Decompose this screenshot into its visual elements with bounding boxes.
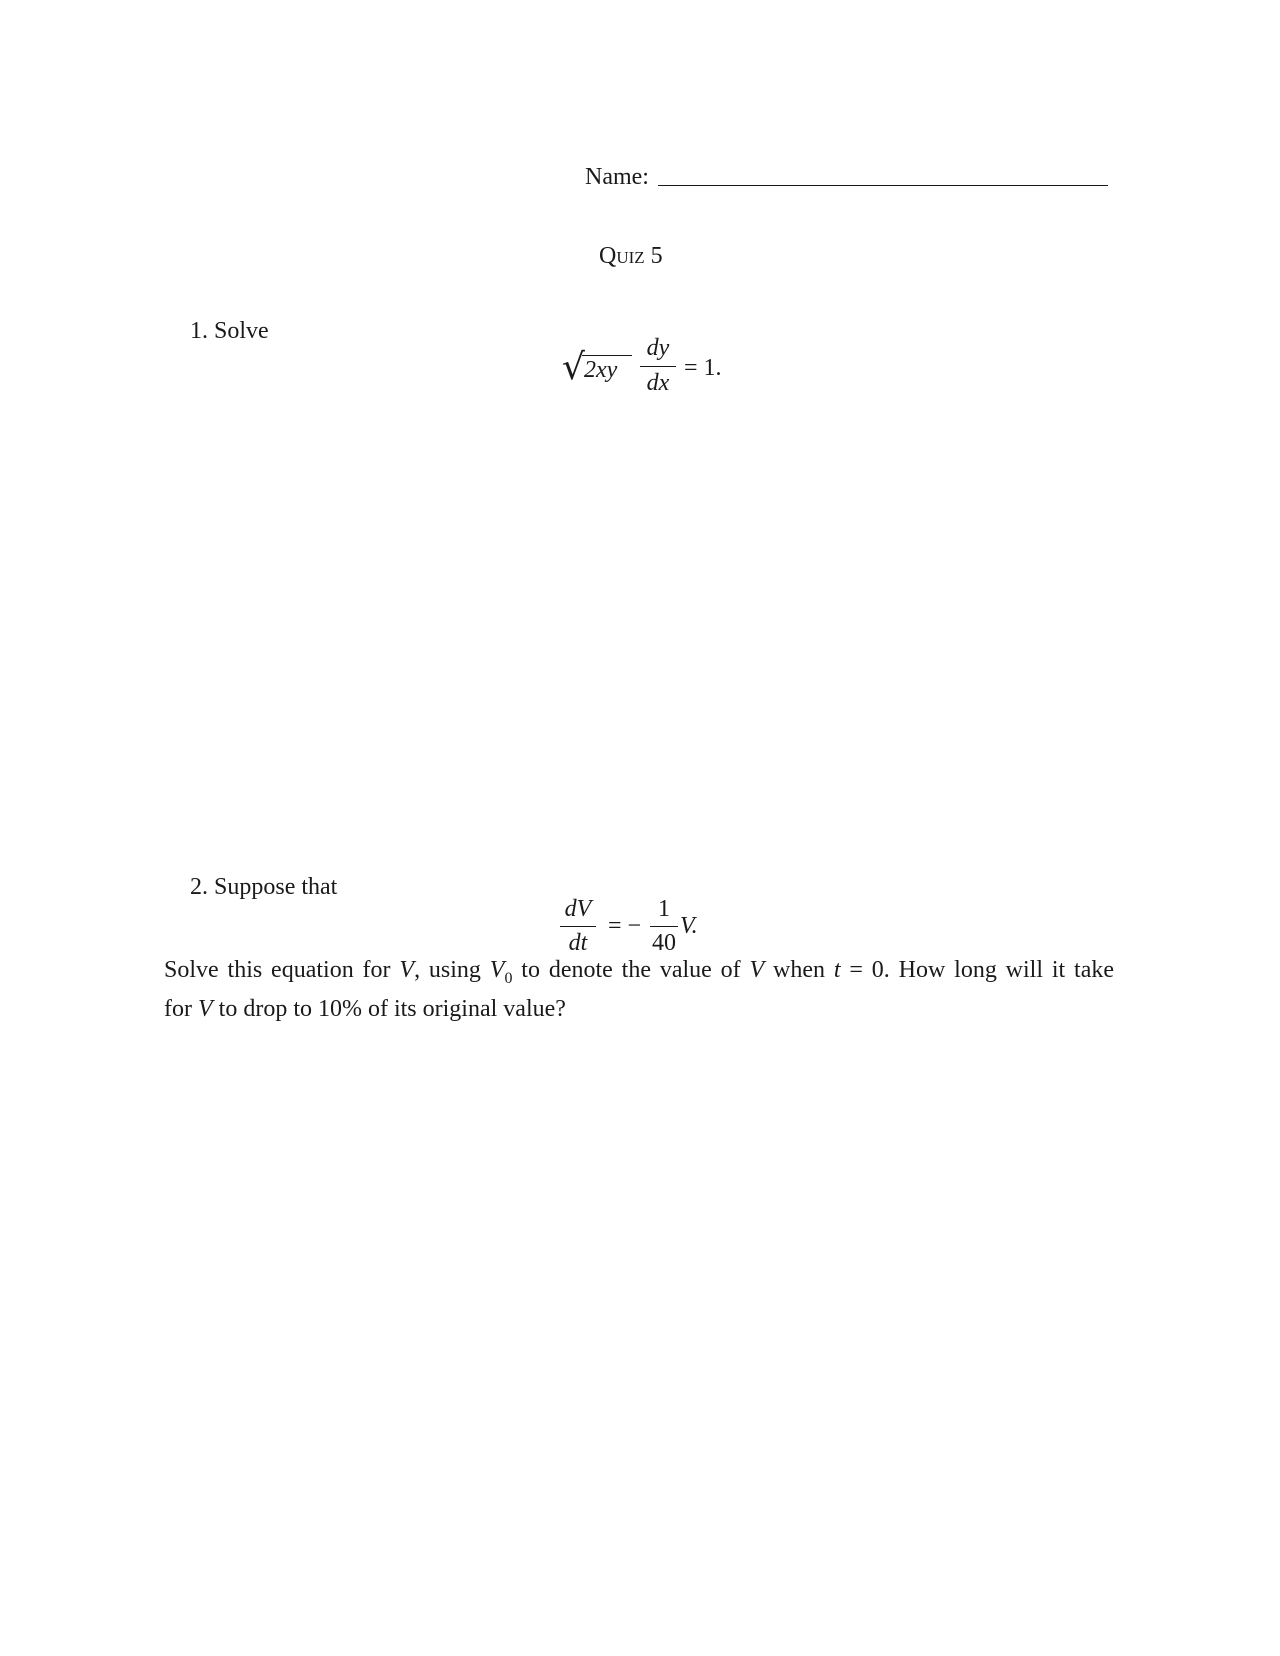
fraction-denominator: dx: [646, 370, 670, 396]
math-var: V: [749, 957, 765, 983]
sqrt-symbol: √: [562, 347, 585, 388]
text-segment: to denote the value of: [512, 957, 750, 983]
math-var: V: [399, 957, 415, 983]
math-subscript: 0: [504, 969, 513, 987]
math-var: t: [833, 957, 841, 983]
equals-minus: = −: [608, 913, 642, 939]
problem-2-line-2: [164, 994, 1114, 1024]
equation-rhs: = 1.: [684, 355, 722, 381]
fraction-bar: [640, 366, 676, 367]
math-var: V: [489, 957, 505, 983]
text-segment: when: [764, 957, 834, 983]
rhs-numerator: 1: [658, 896, 670, 922]
rhs-tail: V.: [680, 913, 698, 939]
quiz-title: Quiz 5: [599, 243, 663, 269]
lhs-denominator: dt: [568, 930, 588, 956]
problem-2-label: 2. Suppose that: [190, 874, 338, 900]
lhs-fraction-bar: [560, 926, 596, 927]
lhs-numerator: dV: [564, 896, 592, 922]
problem-2-body: [164, 955, 1114, 1024]
text-segment: , using: [414, 957, 490, 983]
radicand: 2xy: [584, 357, 618, 383]
name-blank-line[interactable]: [658, 185, 1108, 186]
math-var: V: [197, 995, 213, 1022]
problem-1-equation: [560, 332, 730, 402]
fraction-numerator: dy: [646, 335, 670, 361]
name-label: Name:: [585, 164, 649, 190]
text-segment: to drop to 10% of its original value?: [212, 995, 566, 1022]
problem-2-line-1: [164, 955, 1114, 994]
rhs-fraction-bar: [650, 926, 678, 927]
text-segment: for: [164, 995, 198, 1022]
text-segment: = 0. How long will it take: [840, 957, 1115, 983]
sqrt-vinculum: [582, 355, 632, 356]
text-segment: Solve this equation for: [164, 957, 400, 983]
problem-1-label: 1. Solve: [190, 318, 269, 344]
rhs-denominator: 40: [652, 930, 676, 956]
